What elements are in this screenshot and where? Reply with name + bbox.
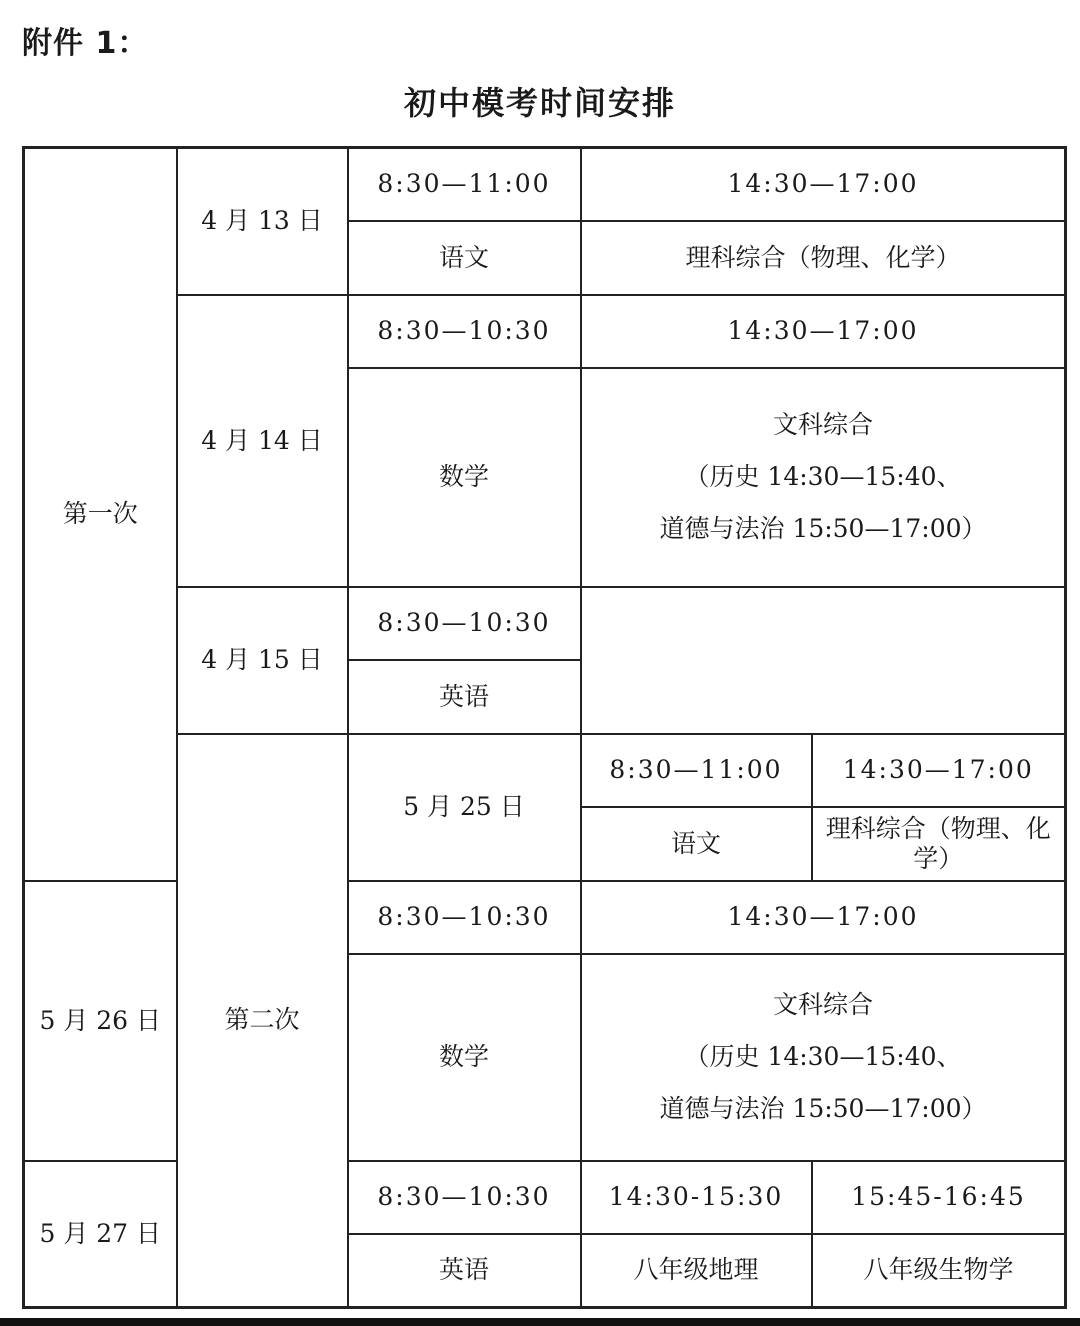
morning-subject: 英语: [348, 660, 581, 734]
afternoon-time-1: 14:30-15:30: [581, 1161, 812, 1234]
table-row: [24, 587, 1066, 660]
afternoon-time: 14:30—17:00: [581, 295, 1066, 368]
date-cell: 4 月 15 日: [177, 587, 348, 734]
afternoon-time: 14:30—17:00: [812, 734, 1066, 807]
afternoon-subject-1: 八年级地理: [581, 1234, 812, 1308]
morning-time: 8:30—11:00: [581, 734, 812, 807]
afternoon-subject-2: 八年级生物学: [812, 1234, 1066, 1308]
afternoon-subject: 理科综合（物理、化学）: [812, 807, 1066, 881]
subject-line: （历史 14:30—15:40、: [684, 462, 962, 491]
date-cell: 4 月 14 日: [177, 295, 348, 587]
attachment-label: 附件 1：: [22, 26, 149, 61]
table-row: [24, 148, 1066, 221]
afternoon-subject: 理科综合（物理、化学）: [581, 221, 1066, 295]
date-cell: 5 月 27 日: [24, 1161, 177, 1308]
afternoon-time-2: 15:45-16:45: [812, 1161, 1066, 1234]
morning-time: 8:30—10:30: [348, 295, 581, 368]
subject-line: 文科综合: [772, 410, 873, 439]
date-cell: 4 月 13 日: [177, 148, 348, 295]
subject-line: （历史 14:30—15:40、: [684, 1042, 962, 1071]
morning-time: 8:30—10:30: [348, 587, 581, 660]
afternoon-time: 14:30—17:00: [581, 881, 1066, 954]
subject-line: 道德与法治 15:50—17:00）: [659, 514, 987, 543]
afternoon-subject: [581, 954, 1066, 1161]
morning-subject: 数学: [348, 954, 581, 1161]
morning-time: 8:30—11:00: [348, 148, 581, 221]
subject-line: 道德与法治 15:50—17:00）: [659, 1094, 987, 1123]
date-cell: 5 月 26 日: [24, 881, 177, 1161]
morning-time: 8:30—10:30: [348, 1161, 581, 1234]
empty-cell: [581, 587, 1066, 734]
morning-time: 8:30—10:30: [348, 881, 581, 954]
afternoon-time: 14:30—17:00: [581, 148, 1066, 221]
subject-line: 文科综合: [772, 990, 873, 1019]
exam-schedule-table: [22, 146, 1067, 1309]
page-title: 初中模考时间安排: [403, 84, 676, 122]
morning-subject: 英语: [348, 1234, 581, 1308]
table-row: [24, 734, 1066, 807]
morning-subject: 数学: [348, 368, 581, 587]
date-cell: 5 月 25 日: [348, 734, 581, 881]
morning-subject: 语文: [348, 221, 581, 295]
morning-subject: 语文: [581, 807, 812, 881]
afternoon-subject: [581, 368, 1066, 587]
round-label: 第一次: [24, 148, 177, 881]
table-row: [24, 295, 1066, 368]
bottom-divider: [0, 1318, 1080, 1326]
round-label: 第二次: [177, 734, 348, 1308]
